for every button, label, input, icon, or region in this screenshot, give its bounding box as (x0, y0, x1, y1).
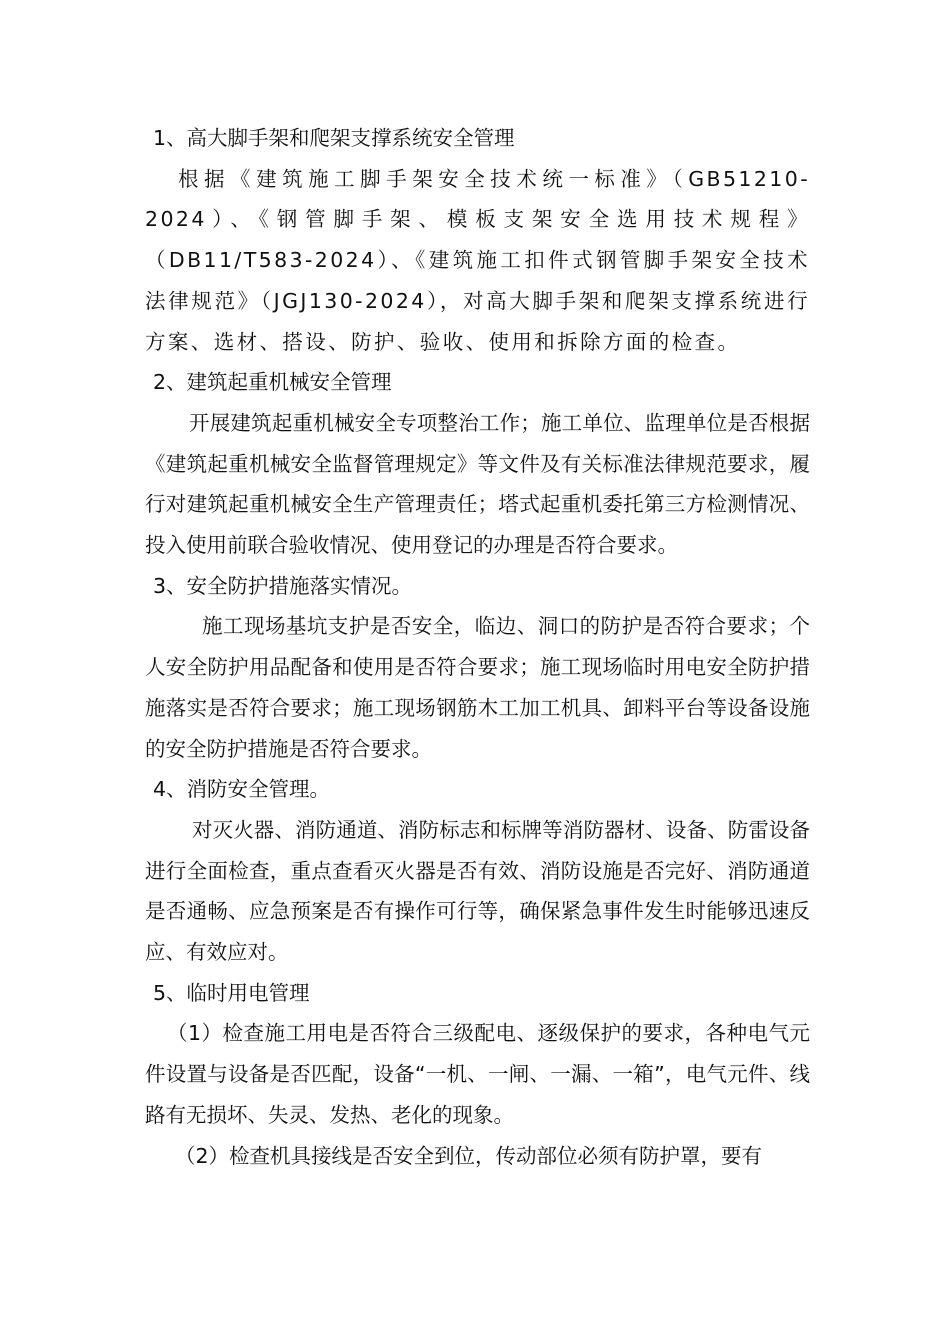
section-paragraph-2: 开展建筑起重机械安全专项整治工作；施工单位、监理单位是否根据《建筑起重机械安全监督管理规定》等文件及有关标准法律规范要求，履行对建筑起重机械安全生产管理责任；塔式起重机委托第三方检测情况、投入使用前联合验收情况、使用登记的办理是否符合要求。 (145, 410, 810, 558)
section-heading-1: 1、高大脚手架和爬架支撑系统安全管理 (153, 126, 515, 150)
section-heading-4: 4、消防安全管理。 (153, 777, 331, 802)
section-paragraph-1: 根据《建筑施工脚手架安全技术统一标准》（GB51210-2024）、《钢管脚手架、模板支架安全选用技术规程》（DB11/T583-2024）、《建筑施工扣件式钢管脚手架安全技术法律规范》（JGJ130-2024），对高大脚手架和爬架支撑系统进行方案、选材、搭设、防护、验收、使用和拆除方面的检查。 (145, 166, 810, 354)
section-paragraph-5-1: （1）检查施工用电是否符合三级配电、逐级保护的要求，各种电气元件设置与设备是否匹配，设备“一机、一闸、一漏、一箱”，电气元件、线路有无损坏、失灵、发热、老化的现象。 (145, 1021, 810, 1127)
section-heading-5: 5、临时用电管理 (153, 980, 310, 1005)
section-heading-3: 3、安全防护措施落实情况。 (153, 573, 413, 598)
section-paragraph-4: 对灭火器、消防通道、消防标志和标牌等消防器材、设备、防雷设备进行全面检查，重点查看灭火器是否有效、消防设施是否完好、消防通道是否通畅、应急预案是否有操作可行等，确保紧急事件发生时能够迅速反应、有效应对。 (145, 817, 810, 965)
section-paragraph-5-2: （2）检查机具接线是否安全到位，传动部位必须有防护罩，要有 (175, 1143, 763, 1168)
section-paragraph-3: 施工现场基坑支护是否安全，临边、洞口的防护是否符合要求；个人安全防护用品配备和使用是否符合要求；施工现场临时用电安全防护措施落实是否符合要求；施工现场钢筋木工加工机具、卸料平台等设备设施的安全防护措施是否符合要求。 (145, 614, 810, 761)
document-body (145, 118, 810, 1176)
section-heading-2: 2、建筑起重机械安全管理 (153, 370, 392, 395)
